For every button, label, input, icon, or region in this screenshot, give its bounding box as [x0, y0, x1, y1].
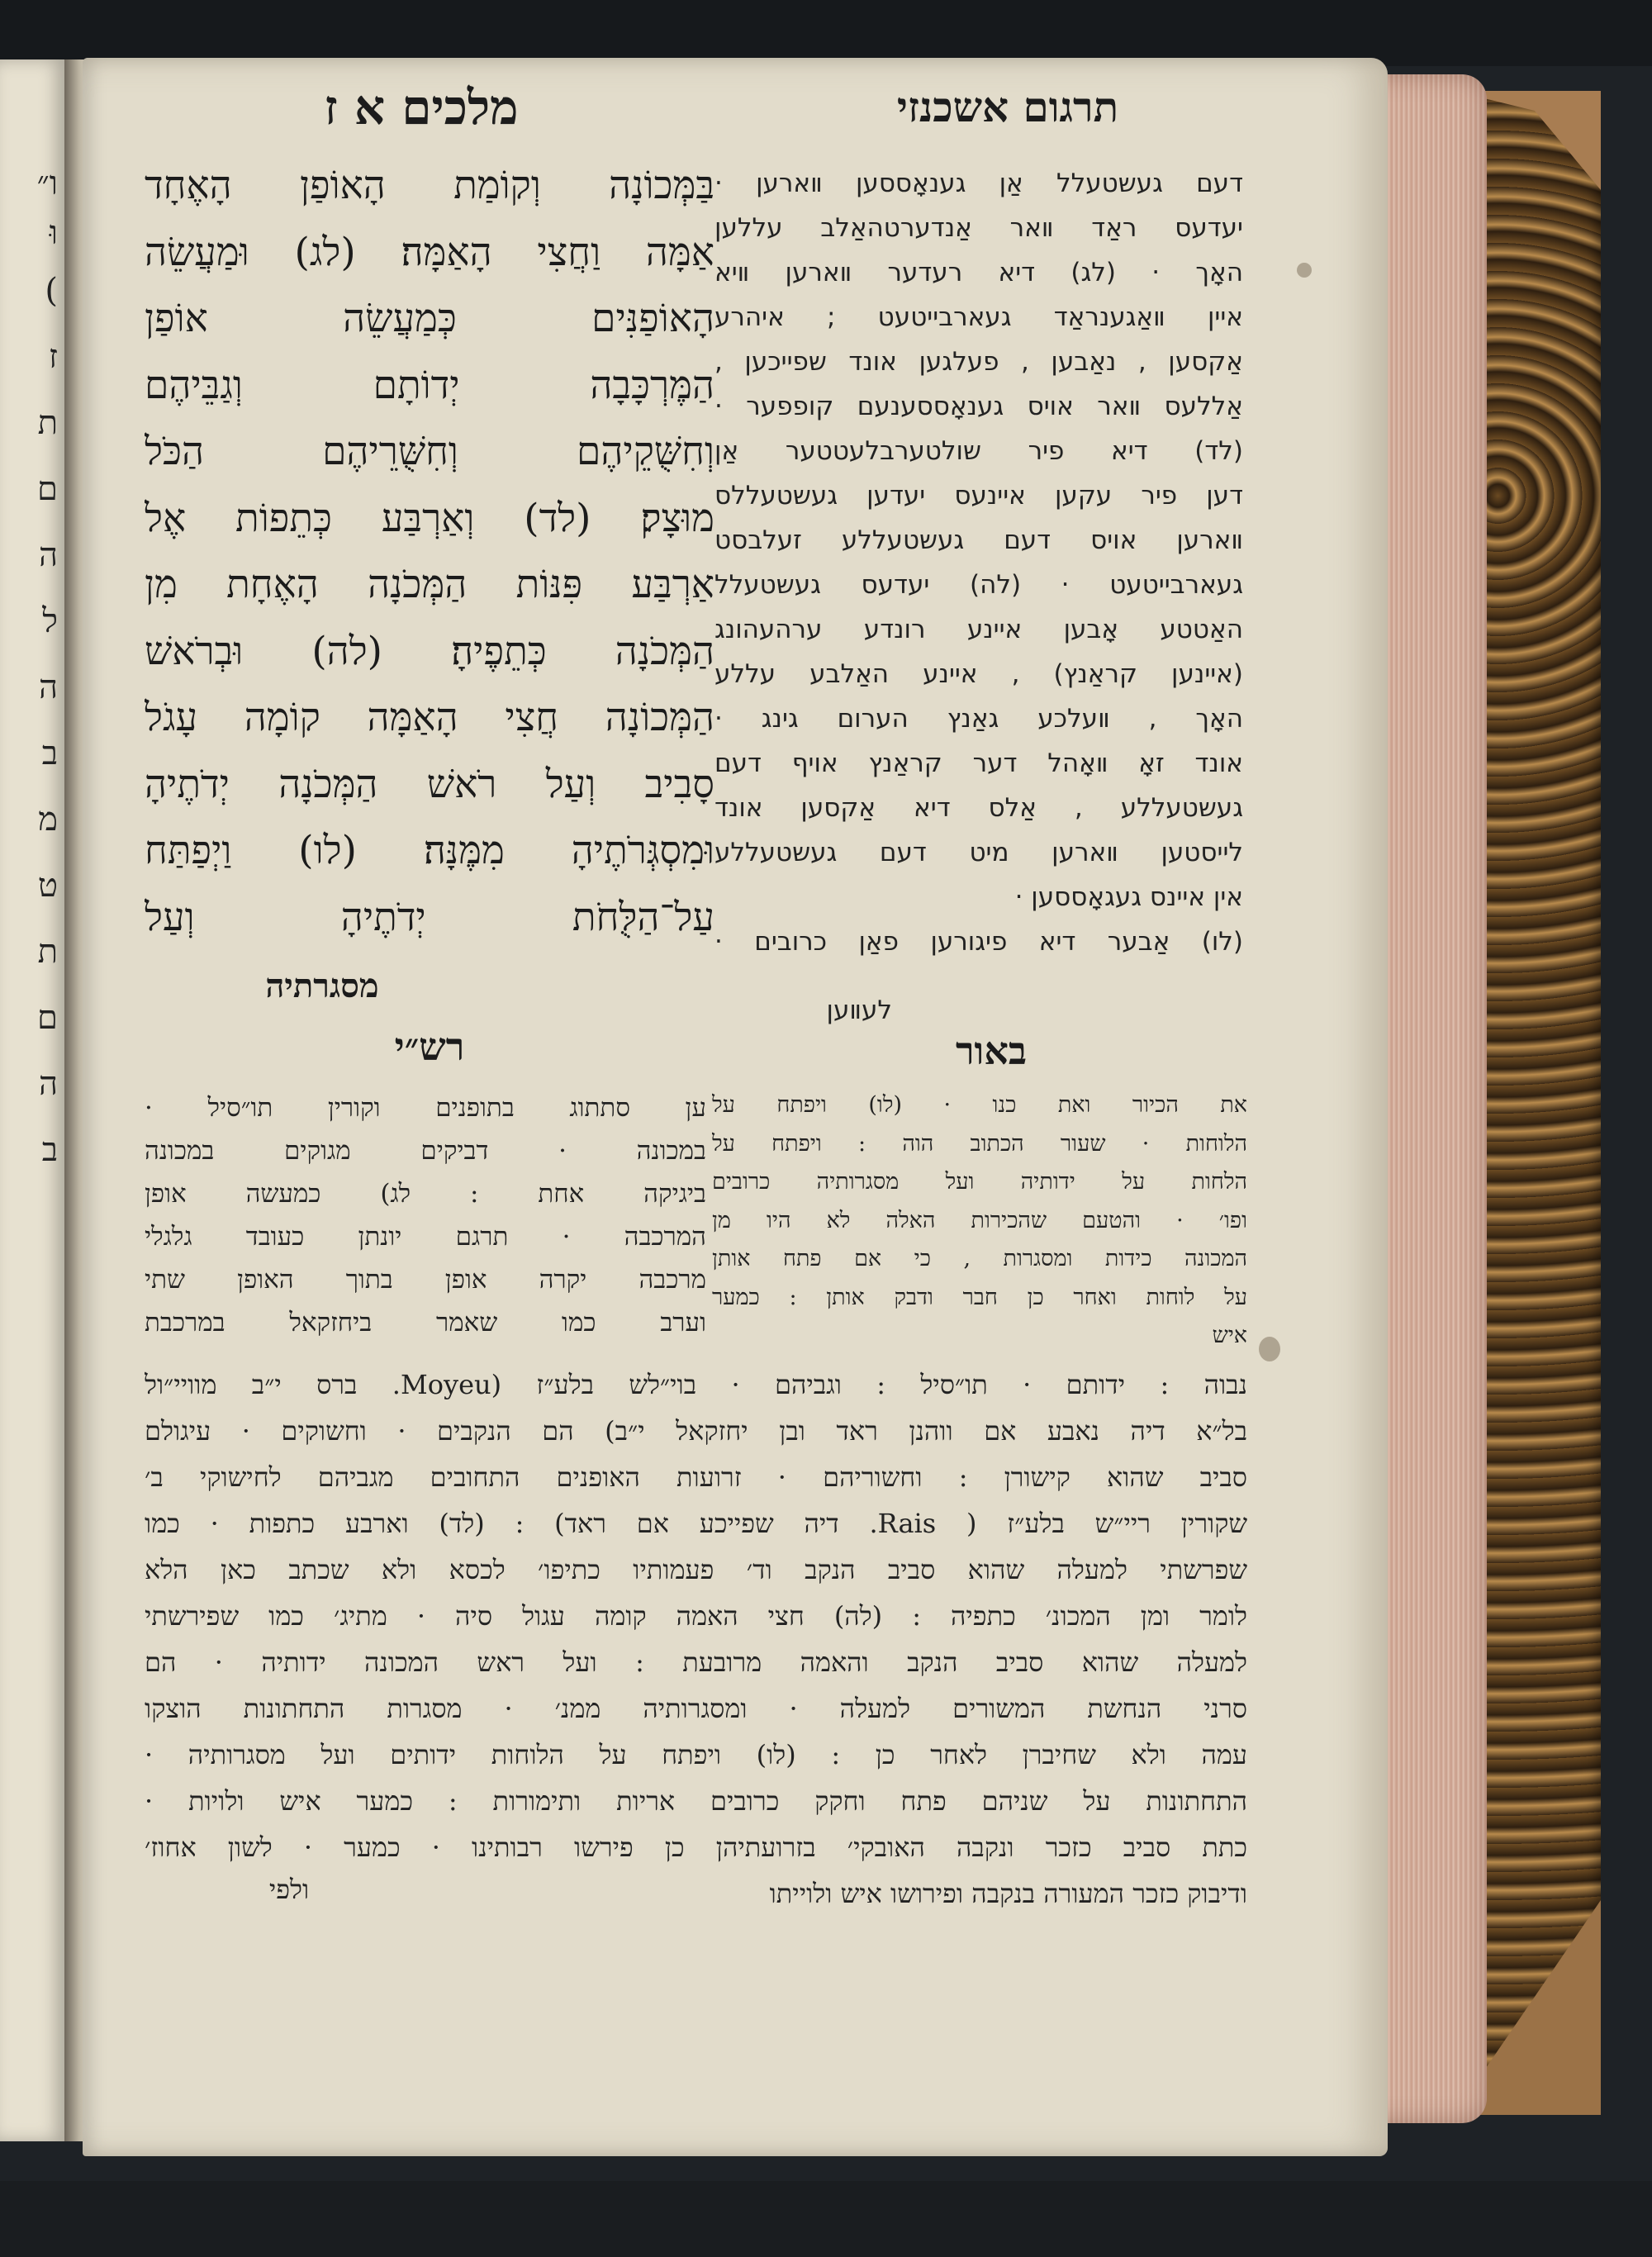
left-page-fragment: ז [48, 338, 58, 376]
text-line: שקורין ריי״ש בלע״ז ( Rais. דיה שפייכע אם ראד) : (לד) וארבע כתפות · כמו [145, 1508, 1247, 1539]
left-page-fragment: ה [38, 668, 58, 706]
left-page-fragment: ת [37, 933, 58, 971]
text-line: ודיבוק כזכר המעורה בנקבה ופירושו איש ולוייתו [769, 1878, 1247, 1909]
text-line: ען סתתוג בתופנים וקורין תו״סיל · [145, 1093, 706, 1123]
left-page-fragment: וּ [49, 214, 58, 252]
text-line: ופו׳ · והטעם שהכירות האלה לא היו מן [712, 1207, 1247, 1233]
text-line: הלוחות · שעור הכתוב הוה : ויפתח על [712, 1130, 1247, 1157]
catchword: מסגרתיה [265, 967, 379, 1005]
text-line: סרני הנחשת המשורים למעלה · ומסגרותיה ממנ׳ · מסגרות התחתונות הוצקו [145, 1693, 1247, 1724]
left-page-fragment: ה [38, 536, 58, 574]
text-line: הַמְּכֹנָה כְּתֵפֶיהָ׃ (לה) וּבְרֹאשׁ [145, 628, 714, 674]
text-line: האָך · (לג) דיא רעדער װארען װיא [714, 258, 1243, 287]
left-page-fragment: ל [42, 602, 58, 640]
background-bottom [0, 2181, 1652, 2257]
text-line: שפרשתי למעלה שהוא סביב הנקב וד׳ פעמותיו כתיפו׳ לכסא ולא שכתב כאן הלא [145, 1554, 1247, 1585]
text-line: הַמְּכוֹנָה חֲצִי הָאַמָּה קוֹמָה עָגֹל [145, 695, 714, 740]
text-line: המרכבה · תרגם יונתן כעובד גלגלי [145, 1222, 706, 1252]
left-page-fragment: ם [37, 999, 58, 1037]
text-line: (לד) דיא פיר שולטערבלעטטער אַן [714, 436, 1243, 466]
text-line: װארען אויס דעם געשטעללע זעלבסט [714, 525, 1243, 555]
text-line: לומר ומן המכונ׳ כתפיה : (לה) חצי האמה קומה עגול סיה · מתיג׳ כמו שפירשתי [145, 1600, 1247, 1632]
left-page-fragment: ם [37, 470, 58, 508]
hebrew-text-column [145, 153, 714, 951]
text-line: מוּצָק׃ (לד) וְאַרְבַּע כְּתֵפוֹת אֶל [145, 495, 714, 541]
text-line: (איינען קראַנץ) , איינע האַלבע עללע [714, 659, 1243, 689]
section-heading-rashi: רש״י [394, 1024, 465, 1069]
text-line: וערב כמו שאמר ביחזקאל במרכבת [145, 1308, 706, 1338]
text-line: וּמִסְגְּרֹתֶיהָ מִמֶּנָּה׃ (לו) וַיְפַתַּח [145, 828, 714, 873]
text-line: סָבִיב וְעַל רֹאשׁ הַמְּכֹנָה יְדֹתֶיהָ [145, 761, 714, 807]
left-page-edge [0, 59, 67, 2141]
foxing-spot [1259, 1337, 1280, 1361]
text-line: בל״א דיה נאבע אם ווהנן ראד ובן יחזקאל י״ב) הם הנקבים · וחשוקים · עיגולם [145, 1415, 1247, 1447]
catchword: ולפי [268, 1874, 310, 1905]
text-line: איין װאַגענראַד געארבייטעט ; איהרע [714, 302, 1243, 332]
text-line: כתת סביב כזכר ונקבה האובקי׳ בזרועתיהן כן פירשו רבותינו · כמער · לשון אחוז׳ [145, 1832, 1247, 1863]
section-heading-biur: באור [955, 1029, 1028, 1073]
running-head-book: מלכים א ז [324, 79, 519, 135]
translation-column [714, 161, 1243, 964]
text-line: הלחות על ידותיה ועל מסגרותיה כרובים [712, 1169, 1247, 1195]
text-line: את הכיור ואת כנו · (לו) ויפתח על [712, 1092, 1247, 1118]
text-line: עמה ולא שחיברן לאחר כן : (לו) ויפתח על הלוחות ידותים ועל מסגרותיה · [145, 1739, 1247, 1770]
text-line: לייסטען װארען מיט דעם געשטעללע [714, 838, 1243, 867]
text-line: המכונה כידות ומסגרות , כי אם פתח אותן [712, 1246, 1247, 1271]
text-line: האַטטע אָבען איינע רונדע ערהעהונג [714, 615, 1243, 644]
text-line: האָך , װעלכע גאַנץ הערום גינג · [714, 704, 1243, 734]
text-line: וְחִשֻּׁקֵיהֶם וְחִשֻּׁרֵיהֶם הַכֹּל [145, 429, 714, 474]
text-line: (לו) אַבער דיא פיגורען פאַן כרובים · [714, 927, 1243, 957]
text-line: למעלה שהוא סביב הנקב והאמה מרובעת : ועל ראש המכונה ידותיה · הם [145, 1646, 1247, 1678]
text-line: יעדעס ראַד װאר אַנדערטהאַלב עללען [714, 213, 1243, 243]
text-line: געארבייטעט · (לה) יעדעס געשטעלל [714, 570, 1243, 600]
left-page-fragment: ט [37, 867, 58, 905]
text-line: על לוחות ואחר כן חבר ודבק אותן : כמער [712, 1284, 1247, 1310]
text-line: דען פיר עקען איינעס יעדען געשטעללס [714, 481, 1243, 511]
text-line: געשטעללע , אַלס דיא אַקסען אונד [714, 793, 1243, 823]
running-head-translation: תרגום אשכנזי [896, 83, 1119, 131]
left-page-fragment: ו״ [36, 164, 58, 202]
text-line: מרכבה יקרה אופן בתוך האופן שתי [145, 1265, 706, 1295]
text-line: במכונה · דביקים מגוקים במכונה [145, 1136, 706, 1166]
left-page-fragment: ה [38, 1065, 58, 1103]
text-line: אַמָּה וַחֲצִי הָאַמָּה׃ (לג) וּמַעֲשֵׂה [145, 229, 714, 275]
left-page-fragment: ) [45, 272, 58, 310]
left-page-fragment: מ [38, 801, 58, 839]
text-line: התחתונות על שניהם פתח וחקק כרובים אריות ותימורות : כמער איש ולויות · [145, 1785, 1247, 1817]
text-line: נבוה : ידותם · תו״סיל : וגביהם · בוי״לש בלע״ז (Moyeu. ברס י״ב מוויי״ול [145, 1369, 1247, 1400]
text-line: סביב שהוא קישורן : וחשוריהם · זרועות האופנים התחובים מגביהם לחישוקי ב׳ [145, 1461, 1247, 1493]
rashi-commentary-column [145, 1086, 706, 1344]
text-line: אין איינס געגאָססען · [1014, 882, 1243, 912]
text-line: אַרְבַּע פִּנּוֹת הַמְּכֹנָה הָאֶחָת מִן [145, 562, 714, 607]
text-line: ביגיקה אחת : לג) כמעשה אופן [145, 1179, 706, 1209]
biur-commentary-column [712, 1086, 1247, 1356]
left-page-fragment: ב [41, 1131, 58, 1169]
left-page-fragment: ת [37, 404, 58, 442]
text-line: בַּמְּכוֹנָה וְקוֹמַת הָאוֹפַן הָאֶחָד [145, 163, 714, 208]
text-line: אונד זאָ װאָהל דער קראַנץ אויף דעם [714, 748, 1243, 778]
text-line: אַקסען , נאַבען , פעלגען אונד שפייכען , [714, 347, 1243, 377]
text-line: אַללעס װאר אויס גענאָססענעם קופפער · [714, 392, 1243, 421]
catchword: לעװען [826, 995, 892, 1025]
rashi-continuation-block [145, 1361, 1247, 1917]
background-top [0, 0, 1652, 66]
text-line: איש [1212, 1323, 1247, 1348]
text-line: דעם געשטעלל אַן גענאָססען װארען · [714, 169, 1243, 198]
text-line: הָאוֹפַנִּים כְּמַעֲשֵׂה אוֹפַן [145, 296, 714, 341]
text-line: עַל־הַלֻּחֹת יְדֹתֶיהָ וְעַל [145, 894, 714, 940]
text-line: הַמֶּרְכָּבָה יְדוֹתָם וְגַבֵּיהֶם [145, 362, 714, 408]
left-page-fragment: ב [41, 734, 58, 772]
foxing-spot [1297, 263, 1312, 278]
